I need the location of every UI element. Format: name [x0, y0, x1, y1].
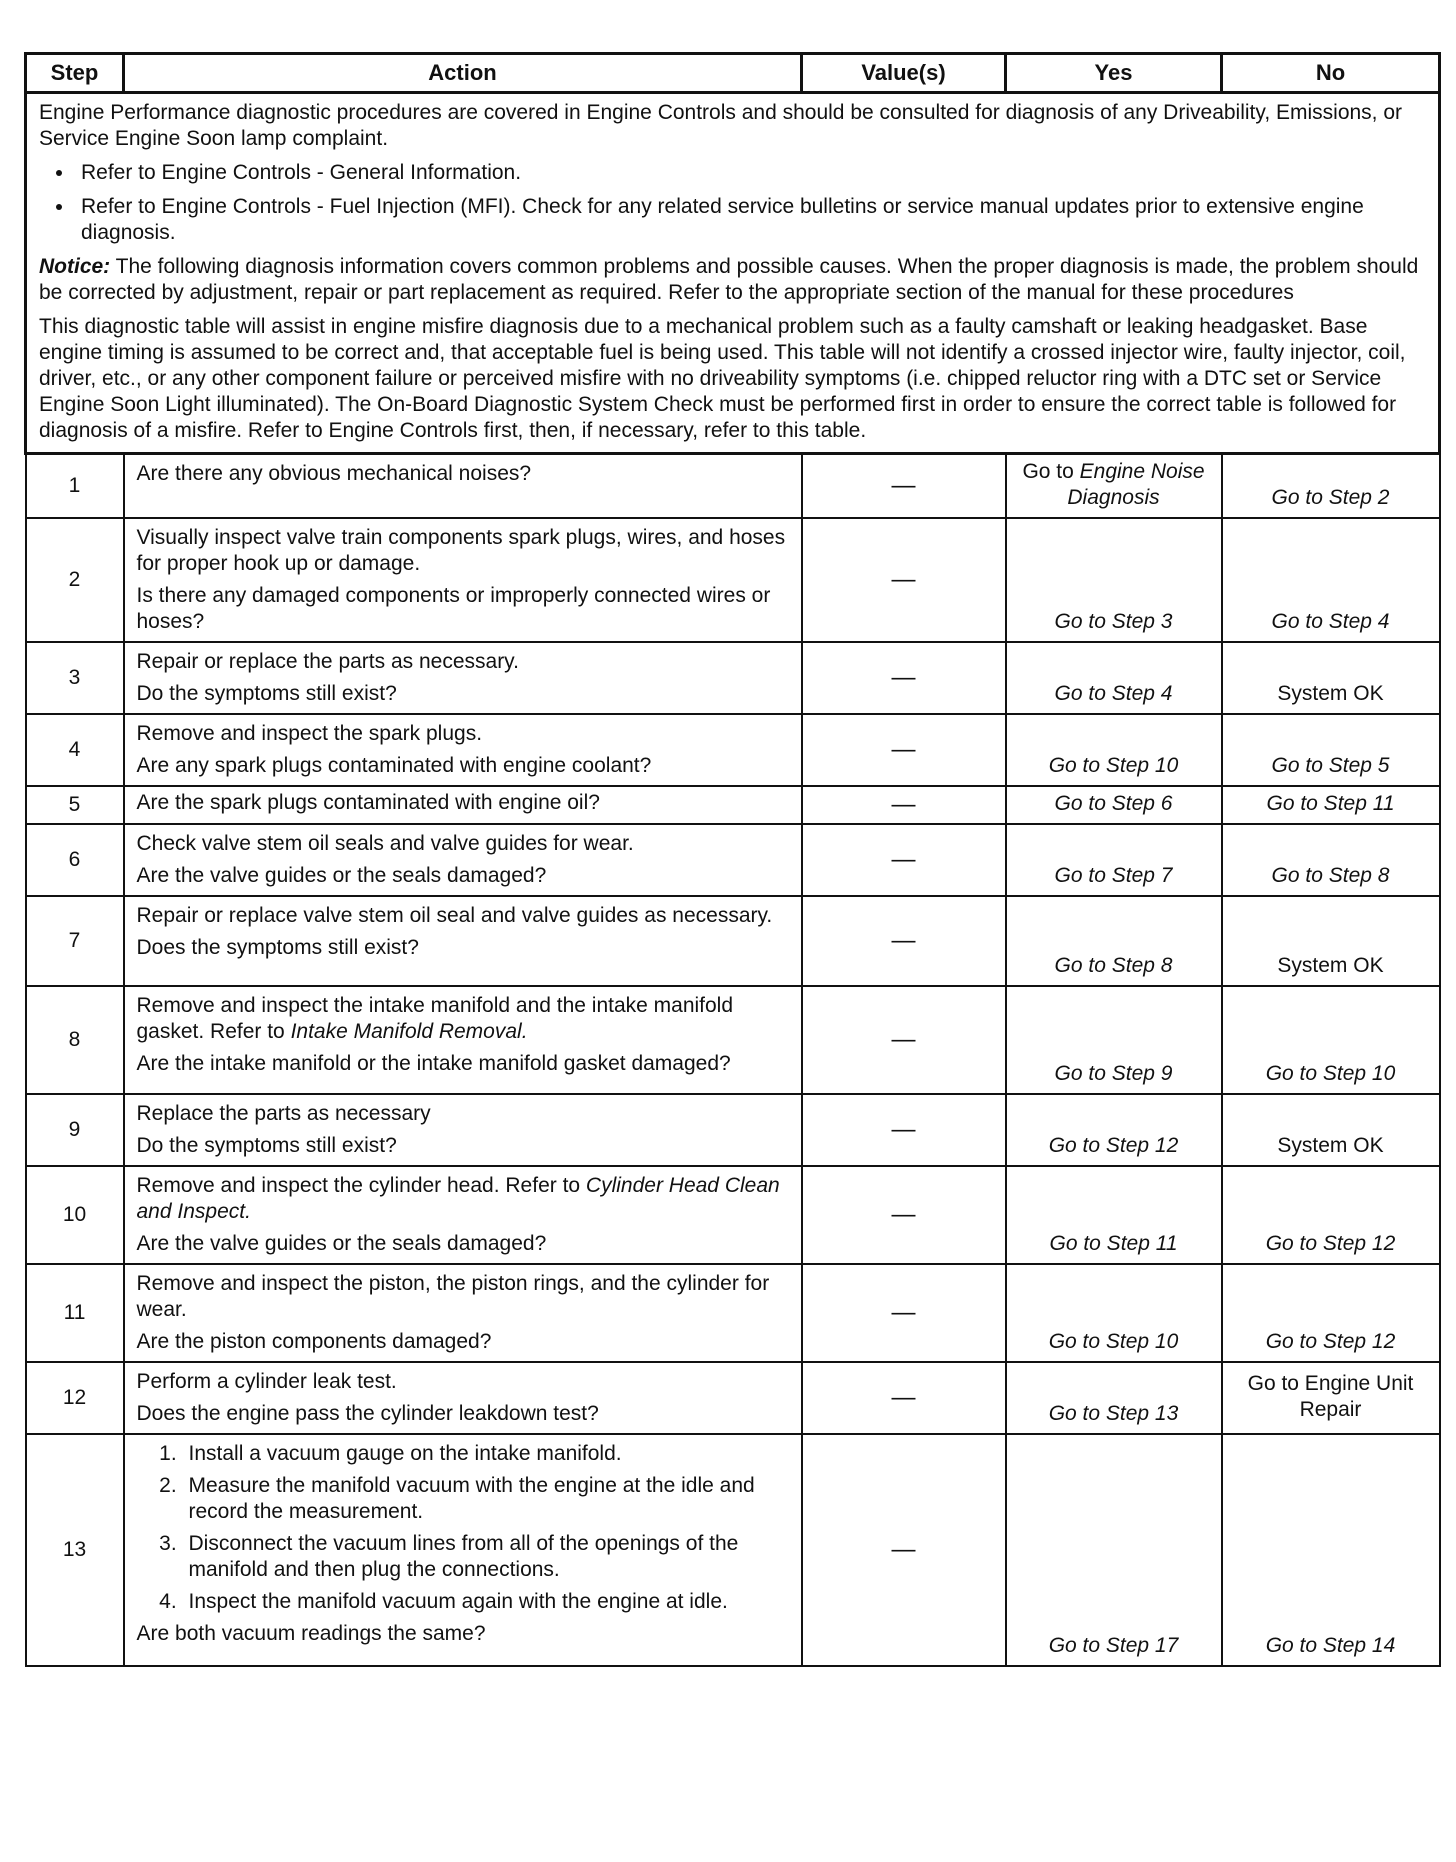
action-instruction: Repair or replace the parts as necessary. [136, 650, 519, 673]
table-row [26, 1094, 1440, 1166]
yes-cell: Go to Step 11 [1006, 1166, 1222, 1264]
table-row [26, 518, 1440, 642]
header-action: Action [124, 54, 802, 93]
value-cell: — [802, 1362, 1006, 1434]
yes-prefix: Go to [1022, 460, 1080, 483]
step-number: 8 [26, 986, 124, 1094]
yes-cell: Go to Step 9 [1006, 986, 1222, 1094]
header-no: No [1222, 54, 1440, 93]
action-instruction: Check valve stem oil seals and valve guides for wear. [136, 832, 634, 855]
table-row [26, 454, 1440, 519]
header-yes: Yes [1006, 54, 1222, 93]
action-question: Does the engine pass the cylinder leakdown test? [136, 1402, 599, 1425]
procedure-step: 3. Disconnect the vacuum lines from all of the openings of the manifold and then plug the connections. [183, 1531, 791, 1583]
action-instruction: Remove and inspect the spark plugs. [136, 722, 483, 745]
no-cell: Go to Engine Unit Repair [1222, 1362, 1440, 1434]
yes-cell: Go to Step 7 [1006, 824, 1222, 896]
action-cell [124, 824, 802, 896]
yes-cell: Go to Step 4 [1006, 642, 1222, 714]
action-instruction: Repair or replace valve stem oil seal and valve guides as necessary. [136, 904, 773, 927]
table-row [26, 1362, 1440, 1434]
step-number: 9 [26, 1094, 124, 1166]
intro-bullet: • Refer to Engine Controls - General Information. [75, 160, 1426, 186]
action-question: Are the valve guides or the seals damaged? [136, 864, 547, 887]
value-cell: — [802, 518, 1006, 642]
action-instruction: Replace the parts as necessary [136, 1102, 431, 1125]
action-instruction: Remove and inspect the piston, the piston rings, and the cylinder for wear. [136, 1272, 770, 1321]
value-cell: — [802, 642, 1006, 714]
no-cell: Go to Step 4 [1222, 518, 1440, 642]
action-question: Are there any obvious mechanical noises? [136, 462, 532, 485]
yes-cell: Go to Step 6 [1006, 786, 1222, 824]
no-cell: Go to Step 10 [1222, 986, 1440, 1094]
table-row [26, 714, 1440, 786]
value-cell: — [802, 1166, 1006, 1264]
action-reference: Intake Manifold Removal. [290, 1020, 528, 1043]
action-cell [124, 454, 802, 519]
value-cell: — [802, 986, 1006, 1094]
action-question: Are the valve guides or the seals damaged? [136, 1232, 547, 1255]
action-instruction [137, 1173, 791, 1225]
table-row [26, 824, 1440, 896]
action-question: Does the symptoms still exist? [136, 936, 419, 959]
no-cell: System OK [1222, 896, 1440, 986]
action-cell [124, 1166, 802, 1264]
procedure-step: 1. Install a vacuum gauge on the intake manifold. [183, 1441, 791, 1467]
step-number: 11 [26, 1264, 124, 1362]
value-cell: — [802, 1264, 1006, 1362]
table-row [26, 986, 1440, 1094]
table-row [26, 1434, 1440, 1666]
intro-row [26, 93, 1440, 454]
no-cell: Go to Step 12 [1222, 1166, 1440, 1264]
action-question: Is there any damaged components or improperly connected wires or hoses? [136, 584, 771, 633]
procedure-list [137, 1441, 791, 1615]
value-cell: — [802, 1094, 1006, 1166]
intro-cell [26, 93, 1440, 454]
table-row [26, 896, 1440, 986]
value-cell: — [802, 786, 1006, 824]
no-cell: Go to Step 12 [1222, 1264, 1440, 1362]
notice-paragraph [39, 254, 1426, 306]
step-number: 5 [26, 786, 124, 824]
action-cell [124, 1434, 802, 1666]
step-number: 1 [26, 454, 124, 519]
table-row [26, 642, 1440, 714]
action-reference: Cylinder Head Clean and Inspect. [136, 1174, 780, 1223]
table-row [26, 1166, 1440, 1264]
action-question: Are the piston components damaged? [136, 1330, 492, 1353]
table-row [26, 1264, 1440, 1362]
action-cell [124, 714, 802, 786]
step-number: 12 [26, 1362, 124, 1434]
no-cell: Go to Step 14 [1222, 1434, 1440, 1666]
header-row [26, 54, 1440, 93]
action-question: Are any spark plugs contaminated with engine coolant? [136, 754, 652, 777]
action-instruction [137, 993, 791, 1045]
action-cell [124, 642, 802, 714]
header-values: Value(s) [802, 54, 1006, 93]
diagnostic-document [24, 52, 1438, 1667]
table-row [26, 786, 1440, 824]
step-number: 7 [26, 896, 124, 986]
yes-cell: Go to Step 8 [1006, 896, 1222, 986]
action-cell [124, 896, 802, 986]
value-cell: — [802, 824, 1006, 896]
yes-cell: Go to Step 10 [1006, 1264, 1222, 1362]
value-cell: — [802, 896, 1006, 986]
no-cell: Go to Step 11 [1222, 786, 1440, 824]
no-cell: System OK [1222, 642, 1440, 714]
action-cell [124, 986, 802, 1094]
yes-cell: Go to Step 17 [1006, 1434, 1222, 1666]
action-cell [124, 1094, 802, 1166]
action-question: Are the spark plugs contaminated with engine oil? [136, 791, 600, 814]
step-number: 13 [26, 1434, 124, 1666]
yes-reference: Engine Noise Diagnosis [1067, 460, 1205, 509]
yes-cell: Go to Step 12 [1006, 1094, 1222, 1166]
step-number: 3 [26, 642, 124, 714]
no-cell: Go to Step 2 [1222, 454, 1440, 519]
value-cell: — [802, 1434, 1006, 1666]
action-question: Are both vacuum readings the same? [136, 1622, 486, 1645]
header-step: Step [26, 54, 124, 93]
procedure-step: 4. Inspect the manifold vacuum again with the engine at idle. [183, 1589, 791, 1615]
notice-label: Notice: [39, 255, 111, 278]
yes-cell: Go to Step 10 [1006, 714, 1222, 786]
yes-cell: Go to Step 13 [1006, 1362, 1222, 1434]
action-cell [124, 1362, 802, 1434]
yes-cell [1006, 454, 1222, 519]
action-cell [124, 786, 802, 824]
action-instruction: Visually inspect valve train components spark plugs, wires, and hoses for proper hook up or damage. [136, 526, 786, 575]
step-number: 10 [26, 1166, 124, 1264]
intro-bullets [39, 160, 1426, 246]
no-cell: Go to Step 5 [1222, 714, 1440, 786]
scope-paragraph: This diagnostic table will assist in engine misfire diagnosis due to a mechanical problem such as a faulty camshaft or leaking headgasket. Base engine timing is assumed to be correct and, that acceptable fuel is being used. This table will not identify a crossed injector wire, faulty injector, coil, driver, etc., or any other component failure or perceived misfire with no driveability symptoms (i.e. chipped reluctor ring with a DTC set or Service Engine Soon Light illuminated). The On-Board Diagnostic System Check must be performed first in order to ensure the correct table is followed for diagnosis of a misfire. Refer to Engine Controls first, then, if necessary, refer to this table. [39, 315, 1406, 442]
action-instruction-text: Remove and inspect the intake manifold and the intake manifold gasket. Refer to [136, 994, 734, 1043]
action-question: Do the symptoms still exist? [136, 682, 397, 705]
action-instruction-text: Remove and inspect the cylinder head. Refer to [136, 1174, 586, 1197]
notice-text: The following diagnosis information covers common problems and possible causes. When the proper diagnosis is made, the problem should be corrected by adjustment, repair or part replacement as required. Refer to the appropriate section of the manual for these procedures [39, 255, 1419, 304]
step-number: 2 [26, 518, 124, 642]
action-cell [124, 1264, 802, 1362]
no-cell: System OK [1222, 1094, 1440, 1166]
step-number: 4 [26, 714, 124, 786]
action-question: Do the symptoms still exist? [136, 1134, 397, 1157]
value-cell: — [802, 714, 1006, 786]
yes-cell: Go to Step 3 [1006, 518, 1222, 642]
action-cell [124, 518, 802, 642]
action-question: Are the intake manifold or the intake manifold gasket damaged? [136, 1052, 731, 1075]
value-cell: — [802, 454, 1006, 519]
procedure-step: 2. Measure the manifold vacuum with the engine at the idle and record the measurement. [183, 1473, 791, 1525]
intro-bullet: • Refer to Engine Controls - Fuel Injection (MFI). Check for any related service bulletins or service manual updates prior to extensive engine diagnosis. [75, 194, 1426, 246]
action-instruction: Perform a cylinder leak test. [136, 1370, 397, 1393]
intro-paragraph: Engine Performance diagnostic procedures are covered in Engine Controls and should be consulted for diagnosis of any Driveability, Emissions, or Service Engine Soon lamp complaint. [39, 101, 1403, 150]
step-number: 6 [26, 824, 124, 896]
no-cell: Go to Step 8 [1222, 824, 1440, 896]
misfire-diagnostic-table [24, 52, 1441, 1667]
